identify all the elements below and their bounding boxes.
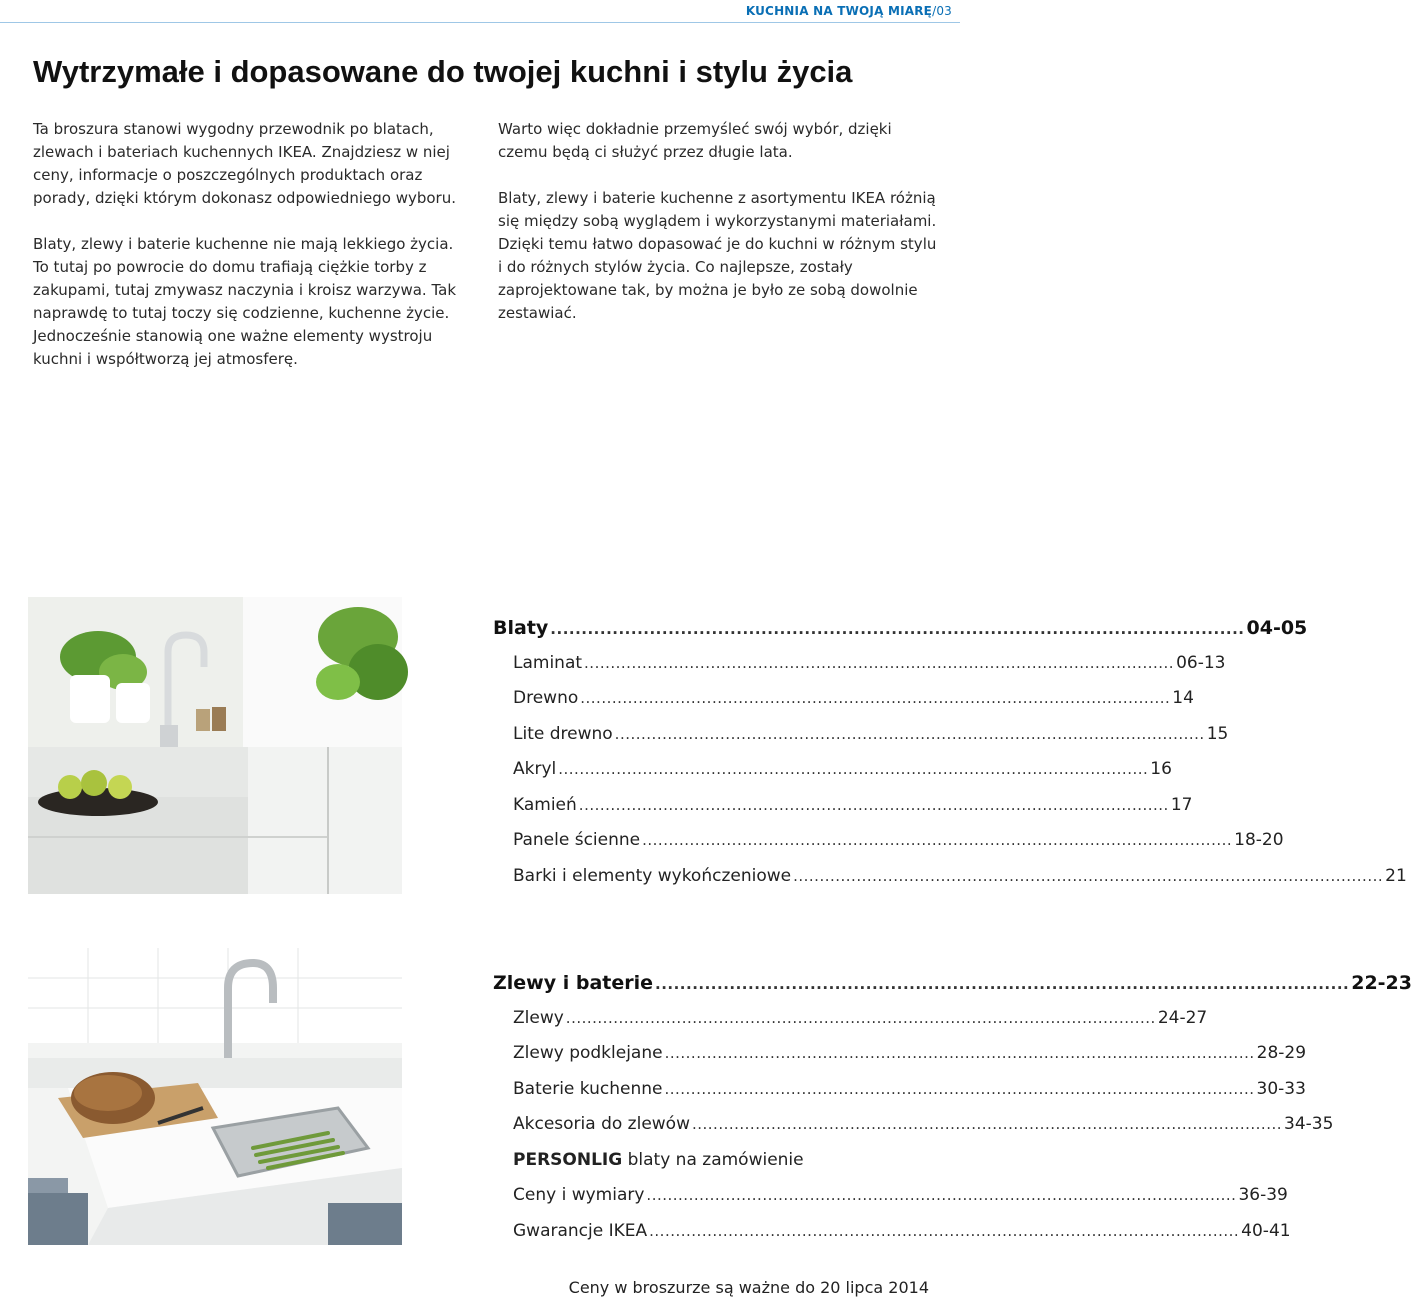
toc-item-drewno[interactable]: [493, 688, 1194, 724]
toc-item-panele-scienne[interactable]: [493, 830, 1284, 866]
toc-item-pages: 34-35: [1284, 1114, 1334, 1134]
toc-item-label: Baterie kuchenne: [513, 1078, 663, 1099]
intro-paragraph: Warto więc dokładnie przemyśleć swój wybór, dzięki czemu będą ci służyć przez długie lata.: [498, 120, 892, 161]
dot-leader: ................................................................................................................: [664, 1044, 1255, 1062]
toc-item-pages: 21: [1385, 865, 1407, 886]
section-header: [746, 4, 952, 18]
toc-item-label: Ceny i wymiary: [513, 1185, 645, 1205]
dot-leader: ................................................................................................................: [578, 795, 1169, 814]
toc-sinks: [493, 972, 1412, 1256]
dot-leader: ................................................................................................................: [664, 1079, 1255, 1098]
dot-leader: ................................................................................................................: [655, 975, 1350, 993]
toc-heading-label: Blaty: [493, 617, 549, 639]
dot-leader: ................................................................................................................: [649, 1221, 1240, 1240]
toc-heading[interactable]: [493, 972, 1412, 1008]
toc-countertops: [493, 617, 1407, 901]
dot-leader: ................................................................................................................: [642, 831, 1233, 849]
toc-item-label: Drewno: [513, 688, 579, 708]
page-number: /03: [932, 4, 952, 18]
toc-heading[interactable]: [493, 617, 1308, 653]
toc-item-label: [513, 1150, 804, 1170]
intro-paragraph: Blaty, zlewy i baterie kuchenne z asortymentu IKEA różnią się między sobą wyglądem i wykorzystanymi materiałami. Dzięki temu łatwo dopasować je do kuchni w różnym stylu i do różnych stylów życia. Co najlepsze, zostały zaprojektowane tak, by można je było ze sobą dowolnie zestawiać.: [498, 189, 937, 322]
toc-item-pages: 16: [1150, 759, 1172, 779]
dot-leader: ................................................................................................................: [558, 760, 1149, 778]
intro-paragraph: Ta broszura stanowi wygodny przewodnik po blatach, zlewach i bateriach kuchennych IKEA. Znajdziesz w niej ceny, informacje o poszczególnych produktach oraz porady, dzięki którym dokonasz odpowiedniego wyboru.: [33, 120, 456, 207]
intro-paragraph: Blaty, zlewy i baterie kuchenne nie mają lekkiego życia. To tutaj po powrocie do domu trafiają ciężkie torby z zakupami, tutaj zmywasz naczynia i kroisz warzywa. Tak naprawdę to tutaj toczy się codzienne, kuchenne życie. Jednocześnie stanowią one ważne elementy wystroju kuchni i współtworzą jej atmosferę.: [33, 235, 457, 368]
toc-item-akryl[interactable]: [493, 759, 1172, 795]
toc-heading-pages: 04-05: [1246, 617, 1308, 639]
toc-heading-pages: 22-23: [1351, 972, 1412, 994]
personlig-text: blaty na zamówienie: [622, 1149, 804, 1170]
section-label: KUCHNIA NA TWOJĄ MIARĘ: [745, 4, 933, 18]
toc-item-pages: 36-39: [1238, 1185, 1288, 1205]
toc-item-pages: 14: [1172, 688, 1194, 708]
toc-item-label: Lite drewno: [513, 723, 613, 744]
dot-leader: ................................................................................................................: [580, 689, 1171, 707]
toc-heading-label: Zlewy i baterie: [493, 972, 654, 994]
toc-item-kamien[interactable]: [493, 794, 1193, 831]
toc-item-zlewy[interactable]: [493, 1007, 1208, 1044]
dot-leader: ................................................................................................................: [550, 620, 1245, 638]
intro-left-column: [33, 118, 468, 394]
toc-item-baterie-kuchenne[interactable]: [493, 1078, 1306, 1115]
kitchen-countertop-photo: [28, 597, 402, 894]
intro-right-column: [498, 118, 938, 348]
toc-item-pages: 06-13: [1176, 652, 1226, 673]
toc-item-personlig[interactable]: [493, 1150, 929, 1186]
toc-item-label: Gwarancje IKEA: [513, 1220, 648, 1241]
toc-item-pages: 17: [1170, 794, 1193, 815]
toc-item-laminat[interactable]: [493, 652, 1226, 689]
toc-item-ceny-i-wymiary[interactable]: [493, 1185, 1288, 1221]
dot-leader: ................................................................................................................: [646, 1186, 1237, 1204]
price-validity-note: Ceny w broszurze są ważne do 20 lipca 2014: [568, 1278, 929, 1297]
page-title: Wytrzymałe i dopasowane do twojej kuchni i stylu życia: [33, 54, 853, 89]
toc-item-pages: 28-29: [1256, 1043, 1307, 1063]
toc-item-pages: 24-27: [1157, 1007, 1208, 1028]
toc-item-label: Barki i elementy wykończeniowe: [513, 865, 792, 886]
toc-item-pages: 30-33: [1256, 1078, 1306, 1099]
toc-item-label: Zlewy: [513, 1007, 564, 1028]
toc-item-label: Panele ścienne: [513, 830, 641, 850]
toc-item-label: Zlewy podklejane: [513, 1043, 663, 1063]
toc-item-barki[interactable]: [493, 865, 1407, 902]
toc-item-pages: 15: [1206, 723, 1229, 744]
toc-item-label: Akcesoria do zlewów: [513, 1114, 690, 1134]
toc-item-zlewy-podklejane[interactable]: [493, 1043, 1307, 1079]
toc-item-pages: 18-20: [1234, 830, 1284, 850]
dot-leader: ................................................................................................................: [691, 1115, 1283, 1133]
dot-leader: ................................................................................................................: [584, 653, 1175, 672]
header-divider: [0, 22, 960, 23]
toc-item-label: Laminat: [513, 652, 583, 673]
toc-item-pages: 40-41: [1241, 1220, 1291, 1241]
dot-leader: ................................................................................................................: [614, 724, 1205, 743]
toc-item-label: Kamień: [513, 794, 577, 815]
dot-leader: ................................................................................................................: [565, 1008, 1156, 1027]
dot-leader: ................................................................................................................: [793, 866, 1384, 885]
personlig-brand: PERSONLIG: [513, 1149, 623, 1170]
toc-item-label: Akryl: [513, 759, 557, 779]
toc-item-gwarancje[interactable]: [493, 1220, 1291, 1257]
toc-item-akcesoria[interactable]: [493, 1114, 1334, 1150]
toc-item-lite-drewno[interactable]: [493, 723, 1229, 760]
kitchen-sink-photo: [28, 948, 402, 1245]
